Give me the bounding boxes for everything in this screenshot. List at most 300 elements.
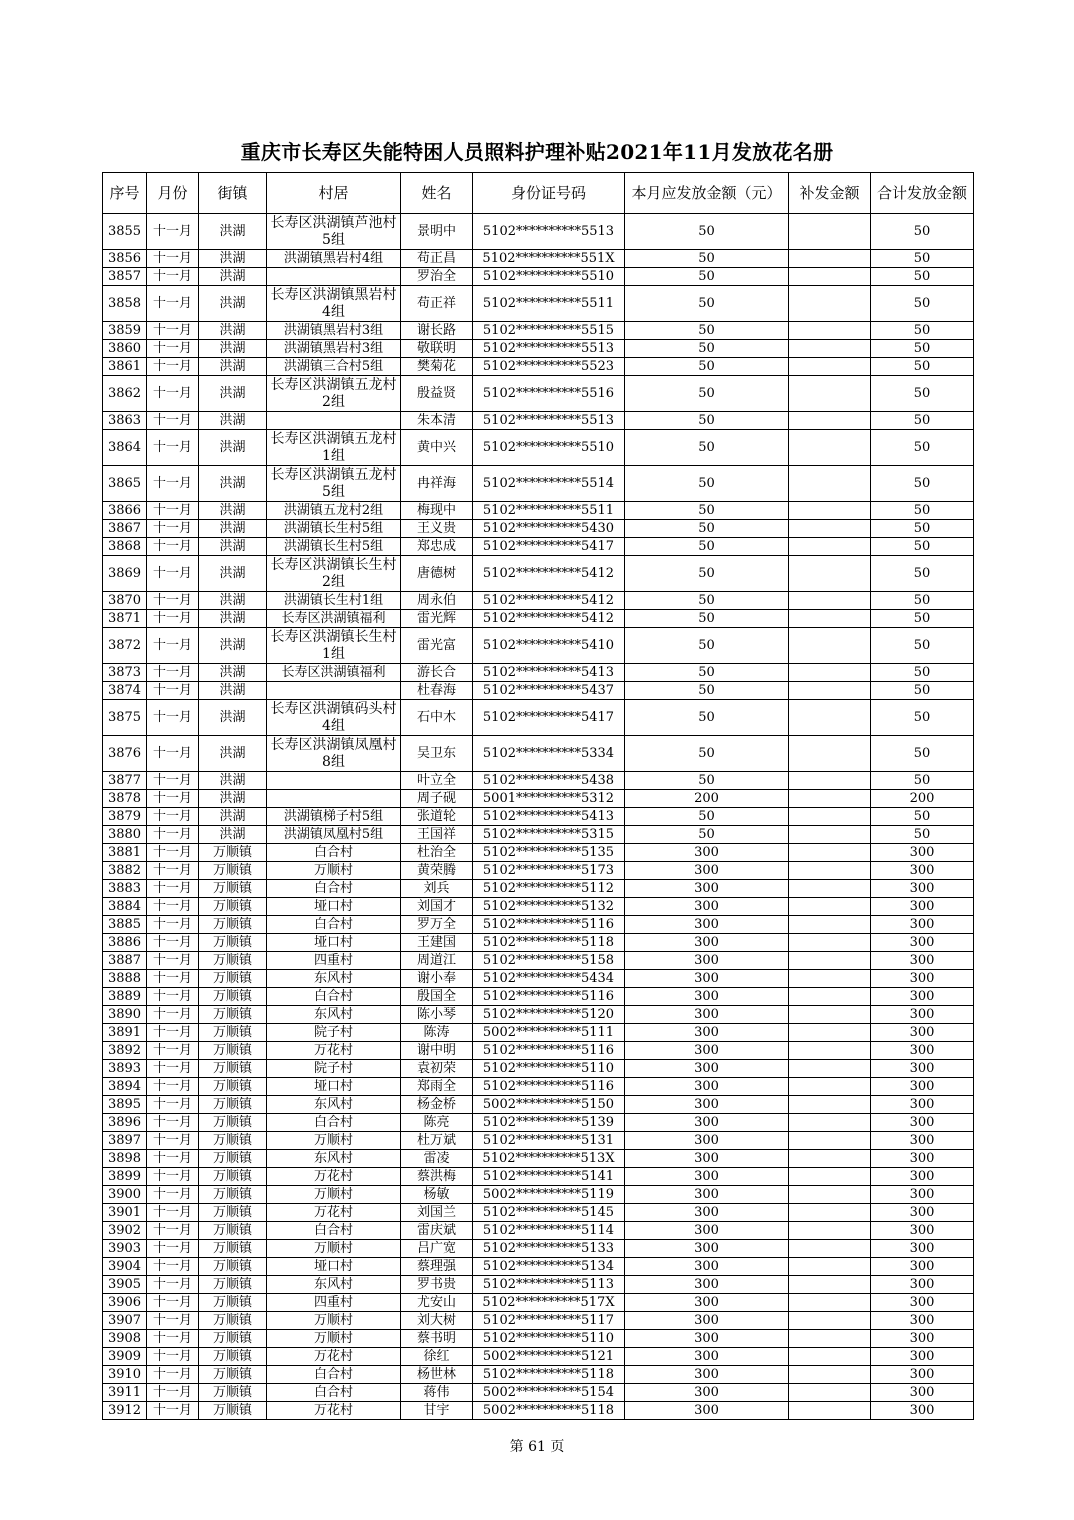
- cell-total: 50: [871, 214, 974, 250]
- cell-id: 5102**********5430: [473, 520, 625, 538]
- cell-seq: 3877: [103, 772, 147, 790]
- table-row: [103, 1096, 974, 1114]
- cell-supplement: [789, 538, 871, 556]
- cell-supplement: [789, 1294, 871, 1312]
- cell-amount: 50: [625, 736, 789, 772]
- cell-seq: 3892: [103, 1042, 147, 1060]
- table-row: [103, 1276, 974, 1294]
- roster-table: [102, 172, 974, 1420]
- cell-amount: 300: [625, 1312, 789, 1330]
- table-row: [103, 700, 974, 736]
- cell-town: 万顺镇: [199, 934, 267, 952]
- cell-name: 陈涛: [401, 1024, 473, 1042]
- cell-village: 万花村: [267, 1204, 401, 1222]
- table-row: [103, 502, 974, 520]
- cell-seq: 3899: [103, 1168, 147, 1186]
- col-header-amount: 本月应发放金额（元）: [625, 173, 789, 214]
- cell-month: 十一月: [147, 970, 199, 988]
- cell-town: 万顺镇: [199, 952, 267, 970]
- cell-month: 十一月: [147, 1114, 199, 1132]
- cell-seq: 3861: [103, 358, 147, 376]
- table-row: [103, 736, 974, 772]
- cell-month: 十一月: [147, 1150, 199, 1168]
- cell-town: 万顺镇: [199, 1114, 267, 1132]
- cell-village: 白合村: [267, 916, 401, 934]
- cell-supplement: [789, 466, 871, 502]
- cell-seq: 3894: [103, 1078, 147, 1096]
- cell-month: 十一月: [147, 592, 199, 610]
- cell-name: 郑忠成: [401, 538, 473, 556]
- cell-month: 十一月: [147, 1402, 199, 1420]
- cell-seq: 3902: [103, 1222, 147, 1240]
- cell-supplement: [789, 592, 871, 610]
- table-row: [103, 1258, 974, 1276]
- cell-town: 万顺镇: [199, 880, 267, 898]
- cell-name: 雷光富: [401, 628, 473, 664]
- cell-town: 洪湖: [199, 358, 267, 376]
- cell-total: 50: [871, 610, 974, 628]
- cell-seq: 3889: [103, 988, 147, 1006]
- cell-seq: 3908: [103, 1330, 147, 1348]
- cell-total: 300: [871, 1294, 974, 1312]
- cell-total: 300: [871, 1348, 974, 1366]
- cell-month: 十一月: [147, 1204, 199, 1222]
- cell-town: 万顺镇: [199, 1240, 267, 1258]
- cell-town: 洪湖: [199, 538, 267, 556]
- cell-month: 十一月: [147, 1024, 199, 1042]
- cell-month: 十一月: [147, 502, 199, 520]
- cell-month: 十一月: [147, 358, 199, 376]
- cell-id: 5102**********5132: [473, 898, 625, 916]
- cell-id: 5102**********5116: [473, 1042, 625, 1060]
- cell-id: 5102**********5117: [473, 1312, 625, 1330]
- cell-amount: 300: [625, 934, 789, 952]
- cell-supplement: [789, 430, 871, 466]
- cell-name: 蔡书明: [401, 1330, 473, 1348]
- table-row: [103, 538, 974, 556]
- cell-id: 5102**********5511: [473, 502, 625, 520]
- cell-name: 叶立全: [401, 772, 473, 790]
- cell-amount: 50: [625, 466, 789, 502]
- cell-amount: 300: [625, 1294, 789, 1312]
- cell-seq: 3909: [103, 1348, 147, 1366]
- cell-supplement: [789, 322, 871, 340]
- cell-month: 十一月: [147, 880, 199, 898]
- cell-id: 5102**********5434: [473, 970, 625, 988]
- cell-total: 300: [871, 934, 974, 952]
- cell-amount: 50: [625, 538, 789, 556]
- cell-village: 垭口村: [267, 1258, 401, 1276]
- cell-total: 50: [871, 358, 974, 376]
- cell-supplement: [789, 1204, 871, 1222]
- table-row: [103, 268, 974, 286]
- cell-month: 十一月: [147, 916, 199, 934]
- cell-id: 5002**********5111: [473, 1024, 625, 1042]
- cell-amount: 300: [625, 1078, 789, 1096]
- cell-village: 洪湖镇黑岩村3组: [267, 322, 401, 340]
- cell-month: 十一月: [147, 934, 199, 952]
- cell-amount: 50: [625, 322, 789, 340]
- cell-amount: 300: [625, 1114, 789, 1132]
- cell-total: 300: [871, 1204, 974, 1222]
- cell-total: 50: [871, 430, 974, 466]
- cell-amount: 50: [625, 214, 789, 250]
- cell-total: 300: [871, 1042, 974, 1060]
- cell-amount: 300: [625, 1402, 789, 1420]
- cell-town: 洪湖: [199, 700, 267, 736]
- cell-month: 十一月: [147, 1294, 199, 1312]
- table-row: [103, 592, 974, 610]
- cell-seq: 3880: [103, 826, 147, 844]
- cell-name: 谢中明: [401, 1042, 473, 1060]
- cell-town: 洪湖: [199, 826, 267, 844]
- cell-seq: 3887: [103, 952, 147, 970]
- cell-supplement: [789, 826, 871, 844]
- cell-town: 万顺镇: [199, 970, 267, 988]
- cell-town: 万顺镇: [199, 1168, 267, 1186]
- table-row: [103, 898, 974, 916]
- cell-name: 殷国全: [401, 988, 473, 1006]
- cell-seq: 3860: [103, 340, 147, 358]
- cell-month: 十一月: [147, 1042, 199, 1060]
- cell-name: 杜万斌: [401, 1132, 473, 1150]
- cell-seq: 3886: [103, 934, 147, 952]
- cell-supplement: [789, 916, 871, 934]
- cell-month: 十一月: [147, 682, 199, 700]
- cell-village: 四重村: [267, 1294, 401, 1312]
- cell-month: 十一月: [147, 1096, 199, 1114]
- cell-seq: 3896: [103, 1114, 147, 1132]
- cell-amount: 50: [625, 592, 789, 610]
- cell-total: 300: [871, 1276, 974, 1294]
- table-row: [103, 1168, 974, 1186]
- cell-village: 垭口村: [267, 934, 401, 952]
- cell-name: 谢小奉: [401, 970, 473, 988]
- cell-village: [267, 412, 401, 430]
- cell-town: 万顺镇: [199, 1258, 267, 1276]
- cell-town: 万顺镇: [199, 898, 267, 916]
- cell-id: 5102**********5438: [473, 772, 625, 790]
- cell-name: 甘宇: [401, 1402, 473, 1420]
- cell-town: 洪湖: [199, 466, 267, 502]
- cell-total: 300: [871, 1132, 974, 1150]
- cell-id: 5102**********5513: [473, 214, 625, 250]
- cell-supplement: [789, 898, 871, 916]
- cell-total: 50: [871, 808, 974, 826]
- table-row: [103, 1240, 974, 1258]
- cell-village: 东风村: [267, 1276, 401, 1294]
- cell-town: 洪湖: [199, 340, 267, 358]
- cell-village: 洪湖镇三合村5组: [267, 358, 401, 376]
- cell-village: 万花村: [267, 1042, 401, 1060]
- cell-amount: 50: [625, 610, 789, 628]
- cell-id: 5102**********5133: [473, 1240, 625, 1258]
- cell-amount: 50: [625, 250, 789, 268]
- cell-seq: 3910: [103, 1366, 147, 1384]
- cell-total: 50: [871, 826, 974, 844]
- cell-id: 5102**********5523: [473, 358, 625, 376]
- cell-id: 5102**********5510: [473, 430, 625, 466]
- table-row: [103, 664, 974, 682]
- cell-total: 300: [871, 1114, 974, 1132]
- cell-month: 十一月: [147, 286, 199, 322]
- cell-village: 东风村: [267, 1006, 401, 1024]
- cell-supplement: [789, 268, 871, 286]
- cell-village: 白合村: [267, 1384, 401, 1402]
- cell-supplement: [789, 844, 871, 862]
- cell-id: 5102**********5145: [473, 1204, 625, 1222]
- cell-seq: 3871: [103, 610, 147, 628]
- cell-supplement: [789, 502, 871, 520]
- cell-town: 洪湖: [199, 286, 267, 322]
- cell-seq: 3900: [103, 1186, 147, 1204]
- cell-seq: 3875: [103, 700, 147, 736]
- cell-supplement: [789, 1384, 871, 1402]
- cell-name: 朱本清: [401, 412, 473, 430]
- cell-town: 洪湖: [199, 412, 267, 430]
- cell-total: 50: [871, 556, 974, 592]
- cell-amount: 50: [625, 268, 789, 286]
- cell-total: 300: [871, 1330, 974, 1348]
- cell-supplement: [789, 682, 871, 700]
- cell-town: 洪湖: [199, 790, 267, 808]
- cell-supplement: [789, 214, 871, 250]
- cell-name: 樊菊花: [401, 358, 473, 376]
- cell-supplement: [789, 952, 871, 970]
- cell-town: 万顺镇: [199, 862, 267, 880]
- cell-amount: 300: [625, 1348, 789, 1366]
- cell-town: 洪湖: [199, 322, 267, 340]
- cell-seq: 3912: [103, 1402, 147, 1420]
- cell-name: 敬联明: [401, 340, 473, 358]
- cell-village: 洪湖镇长生村5组: [267, 538, 401, 556]
- cell-amount: 50: [625, 700, 789, 736]
- table-row: [103, 1204, 974, 1222]
- cell-id: 5102**********5412: [473, 610, 625, 628]
- table-row: [103, 826, 974, 844]
- cell-town: 万顺镇: [199, 1006, 267, 1024]
- cell-month: 十一月: [147, 1330, 199, 1348]
- cell-village: 洪湖镇凤凰村5组: [267, 826, 401, 844]
- cell-name: 王义贵: [401, 520, 473, 538]
- cell-town: 洪湖: [199, 502, 267, 520]
- cell-total: 50: [871, 250, 974, 268]
- cell-id: 5102**********5135: [473, 844, 625, 862]
- cell-name: 殷益贤: [401, 376, 473, 412]
- cell-town: 洪湖: [199, 808, 267, 826]
- cell-supplement: [789, 1168, 871, 1186]
- table-row: [103, 376, 974, 412]
- cell-supplement: [789, 286, 871, 322]
- cell-id: 5102**********5173: [473, 862, 625, 880]
- cell-town: 洪湖: [199, 430, 267, 466]
- cell-supplement: [789, 934, 871, 952]
- table-row: [103, 340, 974, 358]
- cell-amount: 50: [625, 340, 789, 358]
- cell-name: 雷凌: [401, 1150, 473, 1168]
- cell-town: 万顺镇: [199, 1204, 267, 1222]
- cell-town: 万顺镇: [199, 1150, 267, 1168]
- cell-amount: 300: [625, 880, 789, 898]
- table-row: [103, 1294, 974, 1312]
- cell-name: 杨敏: [401, 1186, 473, 1204]
- table-row: [103, 1114, 974, 1132]
- table-header-row: [103, 173, 974, 214]
- cell-village: 万顺村: [267, 1240, 401, 1258]
- cell-seq: 3878: [103, 790, 147, 808]
- cell-seq: 3856: [103, 250, 147, 268]
- cell-amount: 300: [625, 1132, 789, 1150]
- cell-village: 长寿区洪湖镇五龙村5组: [267, 466, 401, 502]
- page-number: 第 61 页: [509, 1439, 565, 1455]
- cell-amount: 300: [625, 1384, 789, 1402]
- cell-total: 300: [871, 898, 974, 916]
- cell-amount: 300: [625, 1168, 789, 1186]
- cell-id: 5102**********5513: [473, 340, 625, 358]
- cell-village: 白合村: [267, 880, 401, 898]
- table-row: [103, 556, 974, 592]
- table-body: [103, 214, 974, 1420]
- cell-amount: 300: [625, 1204, 789, 1222]
- cell-amount: 300: [625, 952, 789, 970]
- cell-total: 300: [871, 844, 974, 862]
- cell-seq: 3876: [103, 736, 147, 772]
- cell-seq: 3904: [103, 1258, 147, 1276]
- cell-amount: 300: [625, 1150, 789, 1168]
- cell-month: 十一月: [147, 844, 199, 862]
- cell-supplement: [789, 1348, 871, 1366]
- cell-village: 四重村: [267, 952, 401, 970]
- cell-town: 洪湖: [199, 376, 267, 412]
- cell-supplement: [789, 1132, 871, 1150]
- cell-seq: 3888: [103, 970, 147, 988]
- cell-amount: 50: [625, 772, 789, 790]
- cell-supplement: [789, 340, 871, 358]
- cell-total: 50: [871, 538, 974, 556]
- cell-amount: 50: [625, 502, 789, 520]
- cell-name: 石中木: [401, 700, 473, 736]
- cell-village: 长寿区洪湖镇五龙村1组: [267, 430, 401, 466]
- table-row: [103, 1384, 974, 1402]
- cell-month: 十一月: [147, 1006, 199, 1024]
- cell-name: 张道轮: [401, 808, 473, 826]
- cell-name: 罗万全: [401, 916, 473, 934]
- cell-id: 5102**********5412: [473, 592, 625, 610]
- cell-id: 5002**********5154: [473, 1384, 625, 1402]
- cell-month: 十一月: [147, 1312, 199, 1330]
- cell-village: 垭口村: [267, 898, 401, 916]
- cell-amount: 50: [625, 376, 789, 412]
- cell-total: 300: [871, 1222, 974, 1240]
- cell-month: 十一月: [147, 376, 199, 412]
- table-row: [103, 1132, 974, 1150]
- cell-town: 万顺镇: [199, 844, 267, 862]
- cell-amount: 50: [625, 556, 789, 592]
- cell-town: 万顺镇: [199, 1294, 267, 1312]
- cell-village: [267, 268, 401, 286]
- cell-id: 5102**********5417: [473, 700, 625, 736]
- cell-supplement: [789, 1240, 871, 1258]
- cell-town: 万顺镇: [199, 1366, 267, 1384]
- cell-month: 十一月: [147, 628, 199, 664]
- cell-total: 50: [871, 286, 974, 322]
- cell-month: 十一月: [147, 808, 199, 826]
- cell-month: 十一月: [147, 700, 199, 736]
- cell-id: 5102**********5131: [473, 1132, 625, 1150]
- cell-seq: 3862: [103, 376, 147, 412]
- cell-supplement: [789, 250, 871, 268]
- table-row: [103, 934, 974, 952]
- cell-town: 万顺镇: [199, 1222, 267, 1240]
- cell-seq: 3868: [103, 538, 147, 556]
- cell-total: 300: [871, 1186, 974, 1204]
- cell-total: 300: [871, 952, 974, 970]
- cell-id: 5002**********5119: [473, 1186, 625, 1204]
- table-row: [103, 1348, 974, 1366]
- cell-amount: 300: [625, 1186, 789, 1204]
- cell-town: 洪湖: [199, 214, 267, 250]
- cell-supplement: [789, 1366, 871, 1384]
- cell-total: 50: [871, 700, 974, 736]
- cell-amount: 300: [625, 862, 789, 880]
- cell-supplement: [789, 1024, 871, 1042]
- cell-village: 长寿区洪湖镇长生村2组: [267, 556, 401, 592]
- cell-id: 5102**********5410: [473, 628, 625, 664]
- cell-supplement: [789, 520, 871, 538]
- cell-town: 万顺镇: [199, 1312, 267, 1330]
- cell-name: 唐德树: [401, 556, 473, 592]
- cell-seq: 3881: [103, 844, 147, 862]
- cell-seq: 3890: [103, 1006, 147, 1024]
- cell-total: 300: [871, 1060, 974, 1078]
- cell-village: 长寿区洪湖镇码头村4组: [267, 700, 401, 736]
- cell-town: 万顺镇: [199, 1042, 267, 1060]
- cell-supplement: [789, 1114, 871, 1132]
- cell-name: 蔡洪梅: [401, 1168, 473, 1186]
- cell-id: 5102**********5110: [473, 1330, 625, 1348]
- cell-total: 300: [871, 1384, 974, 1402]
- cell-total: 50: [871, 502, 974, 520]
- cell-id: 5102**********5437: [473, 682, 625, 700]
- cell-month: 十一月: [147, 862, 199, 880]
- cell-amount: 300: [625, 1330, 789, 1348]
- cell-name: 尤安山: [401, 1294, 473, 1312]
- cell-month: 十一月: [147, 1222, 199, 1240]
- table-row: [103, 808, 974, 826]
- cell-name: 景明中: [401, 214, 473, 250]
- col-header-seq: 序号: [103, 173, 147, 214]
- document-title: 重庆市长寿区失能特困人员照料护理补贴2021年11月发放花名册: [240, 140, 834, 164]
- cell-id: 5102**********5112: [473, 880, 625, 898]
- cell-amount: 300: [625, 988, 789, 1006]
- cell-total: 50: [871, 628, 974, 664]
- cell-seq: 3891: [103, 1024, 147, 1042]
- cell-seq: 3866: [103, 502, 147, 520]
- cell-town: 洪湖: [199, 610, 267, 628]
- cell-supplement: [789, 1096, 871, 1114]
- cell-seq: 3863: [103, 412, 147, 430]
- cell-id: 5102**********5118: [473, 934, 625, 952]
- cell-total: 300: [871, 970, 974, 988]
- table-row: [103, 1402, 974, 1420]
- cell-amount: 50: [625, 628, 789, 664]
- table-row: [103, 880, 974, 898]
- cell-total: 50: [871, 412, 974, 430]
- cell-town: 洪湖: [199, 268, 267, 286]
- cell-village: 长寿区洪湖镇福利: [267, 610, 401, 628]
- cell-id: 5102**********5113: [473, 1276, 625, 1294]
- cell-amount: 300: [625, 1240, 789, 1258]
